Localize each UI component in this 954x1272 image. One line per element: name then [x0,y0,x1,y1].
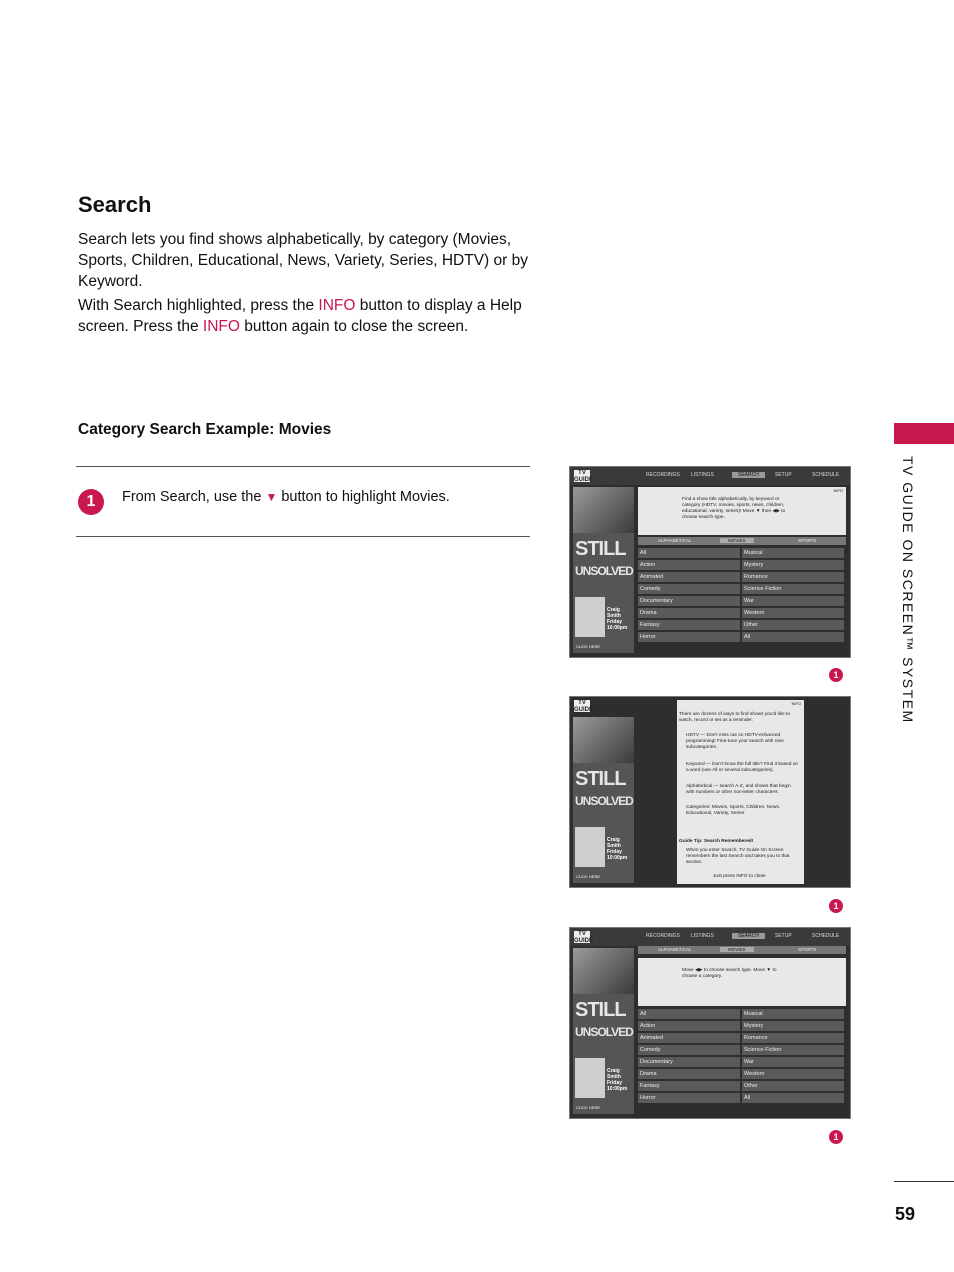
category-item[interactable]: Drama [638,608,740,618]
promo-line2-3: UNSOLVED [575,1025,633,1039]
promo-click: CLICK HERE [576,644,601,649]
promo-day: Friday [607,619,623,625]
promo-line1: STILL [575,538,626,560]
promo-time-3: 10:00pm [607,1086,628,1092]
category-item[interactable]: Fantasy [638,620,740,630]
intro-paragraph: Search lets you find shows alphabetically, by category (Movies, Sports, Children, Educational, News, Variety, Series, HDTV) or by Keyword. [78,231,528,290]
tv-guide-logo: TV GUIDE [574,470,594,483]
tab-alphabetical-3[interactable]: ALPHABETICAL [658,947,692,952]
promo-ad-2[interactable] [573,717,634,883]
promo-ad[interactable] [573,487,634,653]
help-close: Just press INFO to close [713,874,766,879]
callout-2: 1 [829,899,843,913]
tv-guide-logo-2: TV GUIDE [574,700,594,713]
help-text: Find a show title alphabetically, by keyword or category (HDTV, movies, sports, news, children, educational, variety, series)! Move ▼ then ◀▶ to choose search type. [682,497,786,520]
nav-schedule[interactable]: SCHEDULE [812,472,840,478]
help-tip: When you enter Search, TV Guide On Screen remembers the last Search and takes you to that section. [686,848,790,865]
info-key-2: INFO [202,318,240,335]
guide-nav-bar-3 [570,928,850,946]
down-arrow-icon: ▼ [265,490,278,504]
category-item[interactable]: Horror [638,632,740,642]
tab-alphabetical[interactable]: ALPHABETICAL [658,538,692,543]
category-item[interactable]: Science Fiction [742,584,844,594]
tv-guide-screen-1 [569,466,851,658]
help-bullet-hdtv: HDTV — Don't miss out on HDTV-enhanced programming! Fine-tune your search with nine subcategories. [686,733,784,750]
section-label [896,456,920,756]
category-item[interactable]: Mystery [742,1021,844,1031]
nav-schedule-3[interactable]: SCHEDULE [812,933,840,939]
category-item[interactable]: Animated [638,1033,740,1043]
help-bullet-alpha: Alphabetical — search A-Z, and shows that begin with numbers or other non-letter characters [686,784,791,795]
nav-listings[interactable]: LISTINGS [691,472,714,478]
promo-photo [573,487,634,533]
info-label-2: INFO [791,701,801,706]
category-item[interactable]: Drama [638,1069,740,1079]
tab-sports-3[interactable]: SPORTS [798,947,817,952]
nav-recordings[interactable]: RECORDINGS [646,472,680,478]
promo-line2-2: UNSOLVED [575,794,633,808]
category-item[interactable]: All [742,632,844,642]
promo-ad-3[interactable] [573,948,634,1114]
category-item[interactable]: Western [742,1069,844,1079]
tv-guide-logo-3: TV GUIDE [574,931,594,944]
nav-search[interactable]: SEARCH [732,472,765,478]
step-number: 1 [78,489,104,515]
category-item[interactable]: Comedy [638,584,740,594]
info-paragraph [78,295,528,337]
promo-day-3: Friday [607,1080,623,1086]
category-item[interactable]: Action [638,1021,740,1031]
tv-guide-screen-3 [569,927,851,1119]
guide-nav-bar [570,467,850,485]
divider-bottom [76,536,530,537]
page-title: Search [78,192,152,217]
callout-3: 1 [829,1130,843,1144]
category-item[interactable]: Western [742,608,844,618]
promo-day-2: Friday [607,849,623,855]
callout-1: 1 [829,668,843,682]
step-text-1: From Search, use the [122,489,266,505]
help-bullet-categories: Categories: Movies, Sports, Children, News, Educational, Variety, Series [686,805,781,816]
footer-rule [894,1181,954,1182]
promo-photo-3 [573,948,634,994]
category-item[interactable]: Romance [742,1033,844,1043]
promo-line2: UNSOLVED [575,564,633,578]
promo-meta-3 [607,1068,634,1092]
promo-name-3: Craig Smith [607,1068,621,1080]
category-item[interactable]: Science Fiction [742,1045,844,1055]
category-item[interactable]: All [638,548,740,558]
promo-title-3 [575,1000,633,1042]
search-tabs-3 [638,946,846,954]
help-bullet-keyword: Keyword — Don't know the full title? Find it based on a word (use All or several subcategories). [686,762,799,773]
promo-line1-3: STILL [575,999,626,1021]
promo-name: Craig Smith [607,607,621,619]
help-intro: There are dozens of ways to find shows you'd like to watch, record or set as a reminder. [679,712,791,723]
category-item[interactable]: Mystery [742,560,844,570]
section-label-text: TV GUIDE ON SCREEN™ SYSTEM [900,456,916,724]
tab-movies[interactable]: MOVIES [720,538,754,543]
tab-sports[interactable]: SPORTS [798,538,817,543]
category-item[interactable]: Musical [742,1009,844,1019]
help-tip-title: Guide Tip: Search Remembered! [679,839,754,844]
nav-recordings-3[interactable]: RECORDINGS [646,933,680,939]
page-number: 59 [895,1204,916,1224]
help-popup [677,700,804,884]
category-item[interactable]: Animated [638,572,740,582]
category-item[interactable]: Documentary [638,1057,740,1067]
category-item[interactable]: Romance [742,572,844,582]
promo-title [575,539,633,581]
category-item[interactable]: All [742,1093,844,1103]
category-item[interactable]: Horror [638,1093,740,1103]
nav-search-3[interactable]: SEARCH [732,933,765,939]
nav-setup-3[interactable]: SETUP [775,933,792,939]
divider-top [76,466,530,467]
promo-portrait-3 [575,1058,605,1098]
promo-title-2 [575,769,633,811]
section-tab [894,423,954,444]
tv-guide-screen-2 [569,696,851,888]
category-item[interactable]: War [742,1057,844,1067]
category-item[interactable]: Action [638,560,740,570]
category-item[interactable]: Comedy [638,1045,740,1055]
help-text-3: Move ◀▶ to choose search type. Move ▼ to choose a category. [682,968,777,979]
promo-portrait-2 [575,827,605,867]
category-item[interactable]: Other [742,1081,844,1091]
search-tabs [638,537,846,545]
promo-photo-2 [573,717,634,763]
info-text-3: button again to close the screen. [239,318,469,335]
info-key: INFO [318,297,356,314]
example-title: Category Search Example: Movies [78,421,332,438]
help-box-3 [638,958,846,1006]
info-text-2: button to display a Help screen. Press the [78,297,522,335]
promo-name-2: Craig Smith [607,837,621,849]
step-text [122,489,450,505]
tab-movies-3[interactable]: MOVIES [720,947,754,952]
info-label: INFO [833,488,843,493]
promo-meta-2 [607,837,634,861]
promo-click-2: CLICK HERE [576,874,601,879]
nav-setup[interactable]: SETUP [775,472,792,478]
promo-portrait [575,597,605,637]
category-item[interactable]: Fantasy [638,1081,740,1091]
info-text-1: With Search highlighted, press the [78,297,319,314]
promo-meta [607,607,634,631]
promo-time-2: 10:00pm [607,855,628,861]
promo-time: 10:00pm [607,625,628,631]
step-text-2: button to highlight Movies. [277,489,450,505]
help-box [638,487,846,535]
promo-click-3: CLICK HERE [576,1105,601,1110]
category-item[interactable]: Musical [742,548,844,558]
category-item[interactable]: Other [742,620,844,630]
promo-line1-2: STILL [575,768,626,790]
nav-listings-3[interactable]: LISTINGS [691,933,714,939]
category-item[interactable]: War [742,596,844,606]
category-item[interactable]: Documentary [638,596,740,606]
category-item[interactable]: All [638,1009,740,1019]
